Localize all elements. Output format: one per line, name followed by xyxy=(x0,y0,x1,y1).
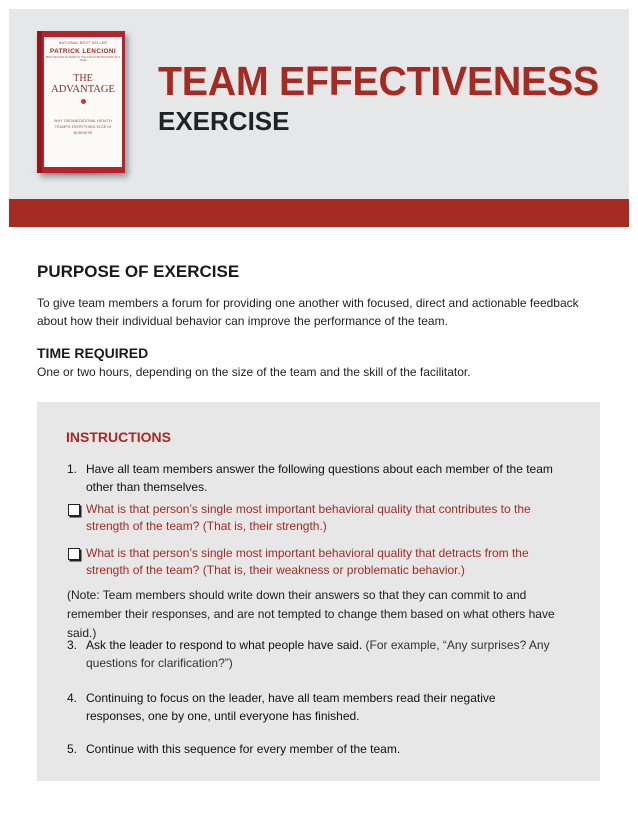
book-seal-icon xyxy=(81,99,86,104)
step-aside: (For example, “Any surprises? Any questions for clarification?”) xyxy=(86,638,550,670)
book-byline: BEST-SELLING AUTHOR OF THE FIVE DYSFUNCTIONS OF A TEAM xyxy=(45,56,121,62)
instruction-step-5 xyxy=(67,740,557,758)
question-weakness xyxy=(68,545,538,579)
checkbox-icon xyxy=(68,548,80,560)
page-subtitle: EXERCISE xyxy=(158,106,290,136)
time-text: One or two hours, depending on the size of the team and the skill of the facilitator. xyxy=(37,365,471,379)
instruction-step-1 xyxy=(67,460,557,496)
purpose-text: To give team members a forum for providing one another with focused, direct and actionable feedback about how their individual behavior can improve the performance of the team. xyxy=(37,296,579,328)
book-spine xyxy=(37,31,42,173)
checkbox-icon xyxy=(68,504,80,516)
step-number: 3. xyxy=(67,638,78,652)
instruction-step-3 xyxy=(67,636,557,672)
book-title-line2: ADVANTAGE xyxy=(51,84,115,95)
question-strength xyxy=(68,501,538,535)
purpose-heading: PURPOSE OF EXERCISE xyxy=(37,262,240,281)
step-text: Continuing to focus on the leader, have all team members read their negative responses, one by one, until everyone has finished. xyxy=(86,691,496,723)
step-number: 5. xyxy=(67,742,78,756)
book-title-line1: THE xyxy=(73,73,93,84)
step-number: 4. xyxy=(67,691,78,705)
book-subtitle: WHY ORGANIZATIONAL HEALTH TRUMPS EVERYTHING ELSE IN BUSINESS xyxy=(54,119,112,135)
question-text: What is that person’s single most important behavioral quality that detracts from the strength of the team? (That is, their weakness or problematic behavior.) xyxy=(86,546,529,577)
book-cover-face xyxy=(44,37,122,167)
header-accent-band xyxy=(9,199,629,227)
step-text: Have all team members answer the following questions about each member of the team other than themselves. xyxy=(86,462,553,494)
step-text: Continue with this sequence for every member of the team. xyxy=(86,742,401,756)
step-number: 1. xyxy=(67,462,78,476)
question-text: What is that person’s single most important behavioral quality that contributes to the strength of the team? (That is, their strength.) xyxy=(86,502,531,533)
instructions-heading: INSTRUCTIONS xyxy=(66,429,171,445)
step-text: Ask the leader to respond to what people have said. xyxy=(86,638,363,652)
book-cover-image xyxy=(37,31,125,173)
instructions-note: (Note: Team members should write down their answers so that they can commit to and remember their responses, and are not tempted to change them based on what others have said.) xyxy=(67,588,555,640)
book-tag: NATIONAL BEST SELLER xyxy=(58,41,108,45)
time-heading: TIME REQUIRED xyxy=(37,345,149,361)
book-author: PATRICK LENCIONI xyxy=(49,48,117,55)
page-title: TEAM EFFECTIVENESS xyxy=(158,58,599,104)
instruction-step-4 xyxy=(67,689,557,725)
